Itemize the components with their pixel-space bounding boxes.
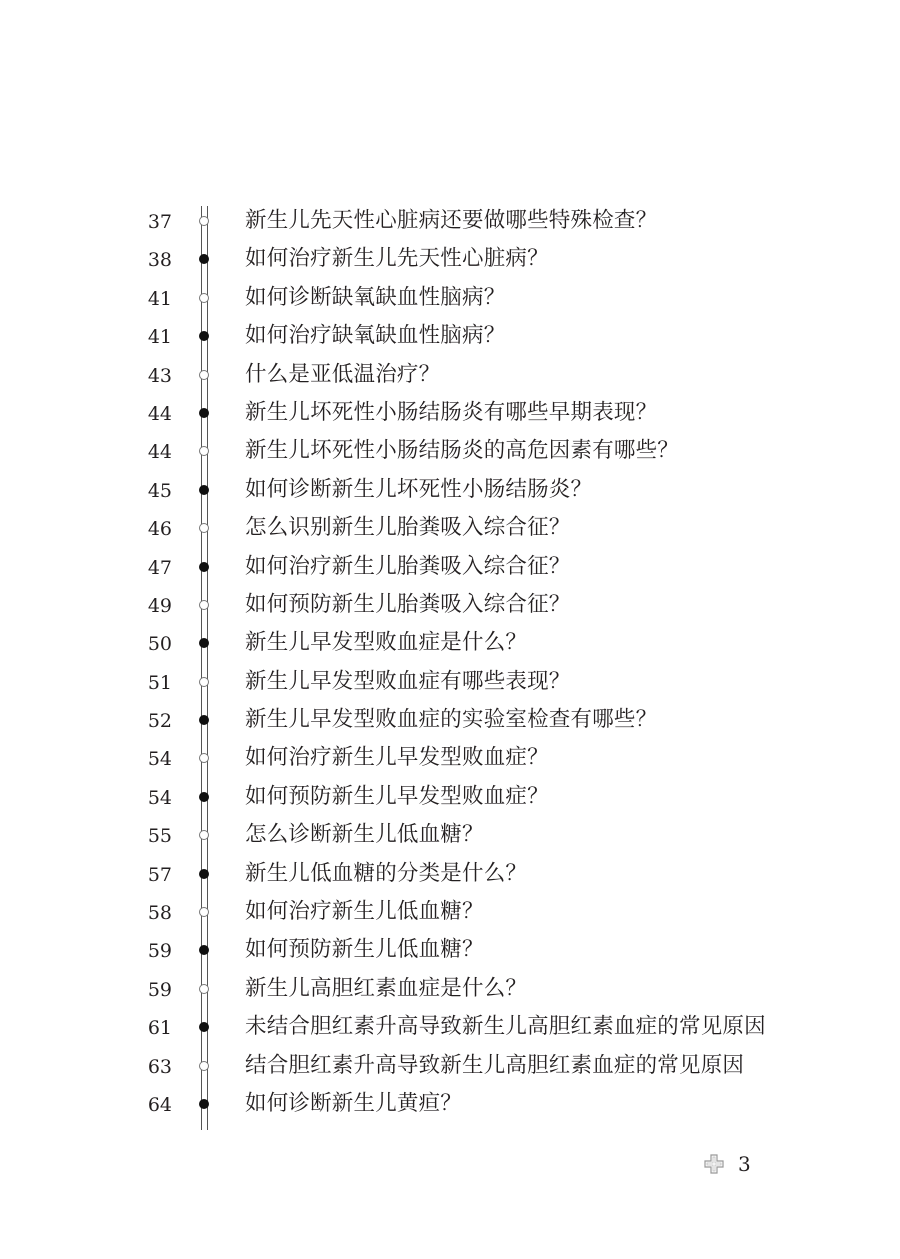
- toc-entry[interactable]: [0, 1009, 900, 1047]
- hollow-dot-icon: [199, 216, 209, 226]
- hollow-dot-icon: [199, 907, 209, 917]
- toc-entry[interactable]: [0, 779, 900, 817]
- toc-title[interactable]: 新生儿早发型败血症是什么？: [245, 630, 528, 656]
- toc-title[interactable]: 新生儿坏死性小肠结肠炎的高危因素有哪些？: [245, 438, 680, 464]
- toc-title[interactable]: 新生儿低血糖的分类是什么？: [245, 860, 528, 886]
- toc-page-number: 59: [147, 940, 172, 963]
- toc-title[interactable]: 怎么识别新生儿胎粪吸入综合征？: [245, 515, 571, 541]
- toc-entry[interactable]: [0, 318, 900, 356]
- toc-page-number: 57: [147, 863, 172, 886]
- toc-entry[interactable]: [0, 894, 900, 932]
- toc-entry[interactable]: [0, 472, 900, 510]
- toc-title[interactable]: 如何诊断新生儿黄疸？: [245, 1090, 463, 1116]
- footer-page-number: 3: [738, 1152, 751, 1176]
- toc-page-number: 46: [147, 518, 172, 541]
- toc-page-number: 45: [147, 479, 172, 502]
- toc-title[interactable]: 如何预防新生儿胎粪吸入综合征？: [245, 591, 571, 617]
- toc-title[interactable]: 如何诊断缺氧缺血性脑病？: [245, 284, 506, 310]
- hollow-dot-icon: [199, 1061, 209, 1071]
- toc-title[interactable]: 新生儿早发型败血症有哪些表现？: [245, 668, 571, 694]
- toc-title[interactable]: 如何治疗新生儿低血糖？: [245, 899, 484, 925]
- toc-title[interactable]: 如何治疗缺氧缺血性脑病？: [245, 323, 506, 349]
- hollow-dot-icon: [199, 370, 209, 380]
- toc-page-number: 63: [147, 1055, 172, 1078]
- toc-title[interactable]: 未结合胆红素升高导致新生儿高胆红素血症的常见原因: [245, 1014, 766, 1040]
- toc-title[interactable]: 如何治疗新生儿早发型败血症？: [245, 745, 549, 771]
- toc-title[interactable]: 新生儿先天性心脏病还要做哪些特殊检查？: [245, 208, 658, 233]
- toc-entry[interactable]: [0, 549, 900, 587]
- toc-title[interactable]: 结合胆红素升高导致新生儿高胆红素血症的常见原因: [245, 1052, 745, 1078]
- toc-entry[interactable]: [0, 856, 900, 894]
- toc-title[interactable]: 新生儿坏死性小肠结肠炎有哪些早期表现？: [245, 399, 658, 425]
- toc-page-number: 51: [147, 671, 172, 694]
- toc-title[interactable]: 新生儿高胆红素血症是什么？: [245, 975, 528, 1001]
- hollow-dot-icon: [199, 600, 209, 610]
- toc-page-number: 43: [147, 364, 172, 387]
- toc-entry[interactable]: [0, 433, 900, 471]
- toc-page-number: 37: [147, 211, 172, 233]
- toc-title[interactable]: 如何诊断新生儿坏死性小肠结肠炎？: [245, 476, 593, 502]
- toc-page-number: 61: [147, 1017, 172, 1040]
- toc-title[interactable]: 如何治疗新生儿先天性心脏病？: [245, 246, 549, 272]
- toc-title[interactable]: 如何治疗新生儿胎粪吸入综合征？: [245, 553, 571, 579]
- filled-dot-icon: [199, 485, 209, 495]
- toc-page-number: 41: [147, 287, 172, 310]
- toc-entry[interactable]: [0, 702, 900, 740]
- toc-entry[interactable]: [0, 395, 900, 433]
- filled-dot-icon: [199, 562, 209, 572]
- toc-title[interactable]: 如何预防新生儿低血糖？: [245, 937, 484, 963]
- toc-title[interactable]: 如何预防新生儿早发型败血症？: [245, 783, 549, 809]
- toc-page-number: 38: [147, 249, 172, 272]
- toc-page-number: 52: [147, 710, 172, 733]
- toc-page-number: 54: [147, 748, 172, 771]
- filled-dot-icon: [199, 792, 209, 802]
- toc-entry[interactable]: [0, 625, 900, 663]
- hollow-dot-icon: [199, 984, 209, 994]
- hollow-dot-icon: [199, 293, 209, 303]
- toc-page-number: 59: [147, 978, 172, 1001]
- toc-entry[interactable]: [0, 280, 900, 318]
- toc-page-number: 54: [147, 786, 172, 809]
- table-of-contents: [0, 203, 900, 1124]
- toc-page-number: 50: [147, 633, 172, 656]
- filled-dot-icon: [199, 869, 209, 879]
- hollow-dot-icon: [199, 677, 209, 687]
- toc-page-number: 49: [147, 594, 172, 617]
- filled-dot-icon: [199, 408, 209, 418]
- filled-dot-icon: [199, 1099, 209, 1109]
- toc-page-number: 44: [147, 441, 172, 464]
- toc-entry[interactable]: [0, 817, 900, 855]
- toc-entry[interactable]: [0, 241, 900, 279]
- toc-entry[interactable]: [0, 357, 900, 395]
- toc-entry[interactable]: [0, 664, 900, 702]
- toc-page-number: 58: [147, 902, 172, 925]
- toc-page-number: 64: [147, 1093, 172, 1116]
- toc-title[interactable]: 新生儿早发型败血症的实验室检查有哪些？: [245, 707, 658, 733]
- toc-page-number: 47: [147, 556, 172, 579]
- toc-entry[interactable]: [0, 203, 900, 241]
- toc-entry[interactable]: [0, 510, 900, 548]
- toc-page-number: 41: [147, 326, 172, 349]
- toc-entry[interactable]: [0, 932, 900, 970]
- cross-icon: [704, 1154, 724, 1174]
- toc-page-number: 44: [147, 402, 172, 425]
- toc-title[interactable]: 怎么诊断新生儿低血糖？: [245, 822, 484, 848]
- toc-title[interactable]: 什么是亚低温治疗？: [245, 361, 441, 387]
- toc-entry[interactable]: [0, 1048, 900, 1086]
- toc-page-number: 55: [147, 825, 172, 848]
- toc-entry[interactable]: [0, 740, 900, 778]
- toc-entry[interactable]: [0, 971, 900, 1009]
- toc-entry[interactable]: [0, 587, 900, 625]
- toc-entry[interactable]: [0, 1086, 900, 1124]
